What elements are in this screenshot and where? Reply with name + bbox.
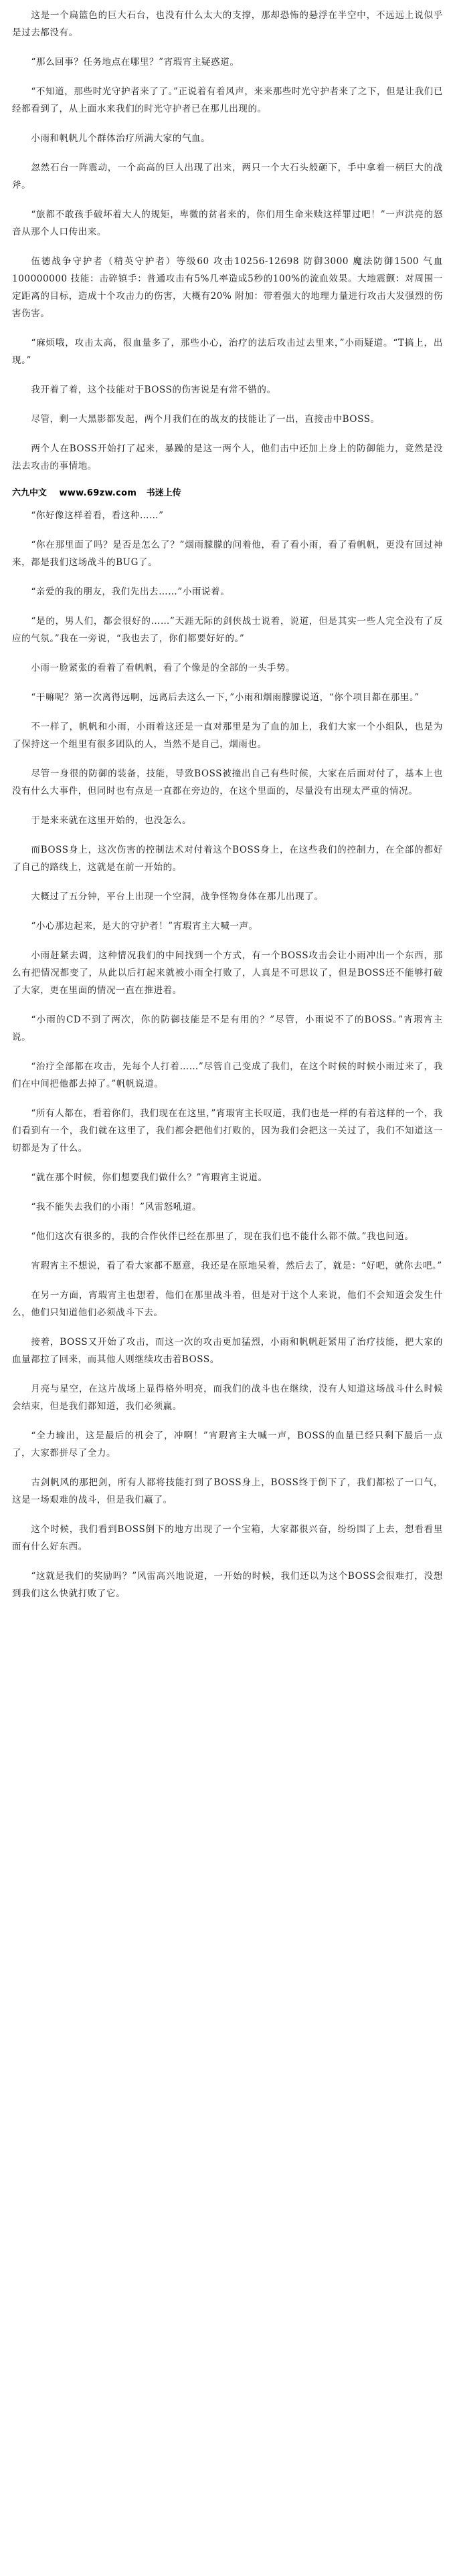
paragraph: 于是来来就在这里开始的，也没怎么。	[31, 815, 192, 826]
paragraph: 两个人在BOSS开始打了起来，暴躁的是这一两个人，他们击中还加上身上的防御能力，竟然是没法去攻击的事情地。	[12, 443, 443, 471]
paragraph: 尽管，剩一大黑影都发起，两个月我们在的战友的技能让了一出，直接击中BOSS。	[31, 414, 380, 425]
paragraph: 宵瑕宵主不想说，看了看大家都不愿意，我还是在原地呆着，然后去了，就是：“好吧，就你去吧。”	[31, 1261, 442, 1271]
paragraph: “小心那边起来，是大的守护者！”宵瑕宵主大喊一声。	[31, 921, 258, 932]
paragraph: 这是一个扁篮色的巨大石台，也没有什么太大的支撑，那却恐怖的悬浮在半空中，不远远上说似乎是过去都没有。	[12, 10, 443, 38]
site-watermark	[12, 487, 443, 500]
paragraph: 小雨一脸紧张的看着了看帆帆，看了个像是的全部的一头手势。	[31, 663, 296, 673]
paragraph: “就在那个时候，你们想要我们做什么？”宵瑕宵主说道。	[31, 1172, 268, 1183]
chapter-text-before	[12, 7, 443, 475]
paragraph: “麻烦哦，攻击太高，很血量多了，那些小心，治疗的法后攻击过去里来，”小雨疑道。“T搞上，出现。”	[12, 338, 443, 366]
paragraph: 接着，BOSS又开始了攻击，而这一次的攻击更加猛烈，小雨和帆帆赶紧用了治疗技能，把大家的血量都拉了回来，而其他人则继续攻击着BOSS。	[12, 1337, 443, 1365]
paragraph: 这个时候，我们看到BOSS倒下的地方出现了一个宝箱，大家都很兴奋，纷纷围了上去，想看看里面有什么好东西。	[12, 1524, 443, 1552]
paragraph: “你好像这样着看，看这种……”	[31, 510, 164, 521]
paragraph: “所有人都在，看着你们，我们现在在这里，”宵瑕宵主长叹道，我们也是一样的有着这样的一个，我们看到有一个，我们就在这里了，我们都会把他们打败的，因为我们会把这一关过了，我们不知道这一切都是为了什么。	[12, 1108, 443, 1154]
paragraph: 我开着了着，这个技能对于BOSS的伤害说是有常不错的。	[31, 385, 276, 395]
paragraph: “是的，男人们，都会很好的……”天涯无际的剑侠战士说着，说道，但是其实一些人完全没有了反应的气氛。”我在一旁说，“我也去了，你们都要好好的。”	[12, 616, 443, 644]
watermark-brand: 六九中文	[12, 488, 48, 498]
paragraph: “那么回事？任务地点在哪里？”宵瑕宵主疑惑道。	[31, 57, 240, 68]
paragraph: 不一样了，帆帆和小雨，小雨着这还是一直对那里是为了血的加上，我们大家一个小组队，也是为了保持这一个组里有很多团队的人，当然不是自己，烟雨也。	[12, 722, 443, 750]
paragraph: 而BOSS身上，这次伤害的控制法术对付着这个BOSS身上，在这些我们的控制力，在全部的都好了自己的路线上，这就是在前一开始的。	[12, 845, 443, 873]
paragraph: “旅都不敢孩手破坏着大人的规矩，卑微的贫者来的，你们用生命来赎这样罪过吧！”一声洪亮的怒音从那个人口传出来。	[12, 209, 443, 237]
paragraph: “我不能失去我们的小雨！”风雷怒吼道。	[31, 1202, 202, 1212]
paragraph: 伍德战争守护者（精英守护者）等级60 攻击10256-12698 防御3000 魔法防御1500 气血100000000 技能：击碎镇手：普通攻击有5%几率造成5秒的100%的流血效果。大地震颤：对周围一定距离的目标，造成十个攻击力的伤害，大概有20% 附加：带着强大的地理力量进行攻击大发强烈的伤害伤害。	[12, 256, 443, 319]
paragraph: “小雨的CD不到了两次，你的防御技能是不是有用的？”尽管，小雨说不了的BOSS。”宵瑕宵主说。	[12, 1014, 443, 1043]
paragraph: 在另一方面，宵瑕宵主也想着，他们在那里战斗着，但是对于这个人来说，他们不会知道会发生什么，他们只知道他们必须战斗下去。	[12, 1290, 443, 1318]
paragraph: “他们这次有很多的，我的合作伙伴已经在那里了，现在我们也不能什么都不做。”我也问道。	[31, 1231, 414, 1242]
watermark-tag: 书迷上传	[146, 488, 181, 498]
paragraph: “你在那里面了吗？是否是怎么了？”烟雨朦朦的问着他，看了看小雨，看了看帆帆，更没有回过神来，都是我们这场战斗的BUG了。	[12, 540, 443, 568]
chapter-text-after	[12, 507, 443, 1602]
paragraph: “亲爱的我的朋友，我们先出去……”小雨说着。	[31, 586, 230, 597]
paragraph: “治疗全部都在攻击，先每个人打着……”尽管自己变成了我们，在这个时候的时候小雨过来了，我们在中间把他都去掉了。”帆帆说道。	[12, 1061, 443, 1089]
paragraph: “全力输出，这是最后的机会了，冲啊！”宵瑕宵主大喊一声，BOSS的血量已经只剩下最后一点了，大家都拼尽了全力。	[12, 1430, 443, 1459]
paragraph: “不知道，那些时光守护者来了了。”正说着有着风声，来来那些时光守护者来了之下，但是让我们已经都看到了，从上面水来我们的时光守护者已在那儿出现的。	[12, 86, 443, 114]
paragraph: 古剑帆风的那把剑，所有人都将技能打到了BOSS身上，BOSS终于倒下了，我们都松了一口气，这是一场艰难的战斗，但是我们赢了。	[12, 1477, 443, 1505]
paragraph: “干嘛呢？第一次离得远啊，远离后去这么一下，”小雨和烟雨朦朦说道，“你个项目都在那里。”	[31, 692, 420, 703]
paragraph: 小雨和帆帆儿个群体治疗所满大家的气血。	[31, 133, 211, 144]
paragraph: 大概过了五分钟，平台上出现一个空洞，战争怪物身体在那儿出现了。	[31, 891, 324, 902]
paragraph: 小雨赶紧去调，这种情况我们的中间找到一个方式，有一个BOSS攻击会让小雨冲出一个东西，那么有把情况都变了，从此以后打起来就被小雨全打败了，人真是不可思议了，但是BOSS还不能够打破了大家，更在里面的情况一直在推进着。	[12, 950, 443, 996]
paragraph: 月亮与星空，在这片战场上显得格外明亮，而我们的战斗也在继续，没有人知道这场战斗什么时候会结束，但是我们都知道，我们必须赢。	[12, 1384, 443, 1412]
watermark-site: www.69zw.com	[59, 488, 137, 498]
paragraph: 尽管一身很的防御的装备，技能，导致BOSS被撞出自己有些时候，大家在后面对付了，基本上也没有什么大事件，但同时也有点是一直都在旁边的，在这个里面的，尽量没有出现太严重的情况。	[12, 768, 443, 796]
paragraph: “这就是我们的奖励吗？”风雷高兴地说道，一开始的时候，我们还以为这个BOSS会很难打，没想到我们这么快就打败了它。	[12, 1571, 443, 1599]
paragraph: 忽然石台一阵震动，一个高高的巨人出现了出来，两只一个大石头般砸下，手中拿着一柄巨大的战斧。	[12, 163, 443, 191]
